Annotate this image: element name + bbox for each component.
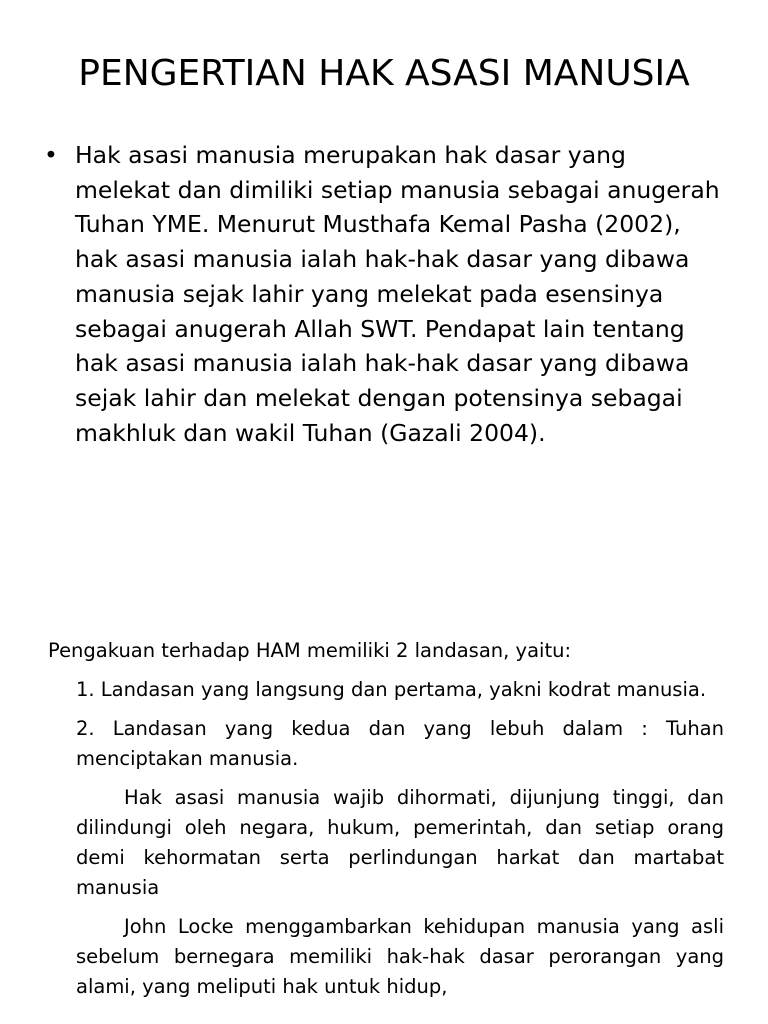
lower-intro: Pengakuan terhadap HAM memiliki 2 landasan, yaitu: [48,639,572,662]
bullet-text: Hak asasi manusia merupakan hak dasar yang melekat dan dimiliki setiap manusia sebagai anugerah Tuhan YME. Menurut Musthafa Kemal Pasha (2002), hak asasi manusia ialah hak-hak dasar yang dibawa manusia sejak lahir yang melekat pada esensinya sebagai anugerah Allah SWT. Pendapat lain tentang hak asasi manusia ialah hak-hak dasar yang dibawa sejak lahir dan melekat dengan potensinya sebagai makhluk dan wakil Tuhan (Gazali 2004). [75,141,720,447]
list-item: 2. Landasan yang kedua dan yang lebuh dalam : Tuhan menciptakan manusia. [76,717,724,770]
page-title: PENGERTIAN HAK ASASI MANUSIA [78,53,690,94]
list-item: 1. Landasan yang langsung dan pertama, yakni kodrat manusia. [76,678,707,701]
paragraph-obligation: Hak asasi manusia wajib dihormati, dijunjung tinggi, dan dilindungi oleh negara, hukum, pemerintah, dan setiap orang demi kehormatan serta perlindungan harkat dan martabat manusia [76,786,724,899]
bullet-marker: • [44,141,58,169]
lower-text-block [48,636,724,1002]
paragraph-john-locke: John Locke menggambarkan kehidupan manusia yang asli sebelum bernegara memiliki hak-hak dasar perorangan yang alami, yang meliputi hak untuk hidup, [76,915,724,998]
bullet-item [44,138,724,450]
